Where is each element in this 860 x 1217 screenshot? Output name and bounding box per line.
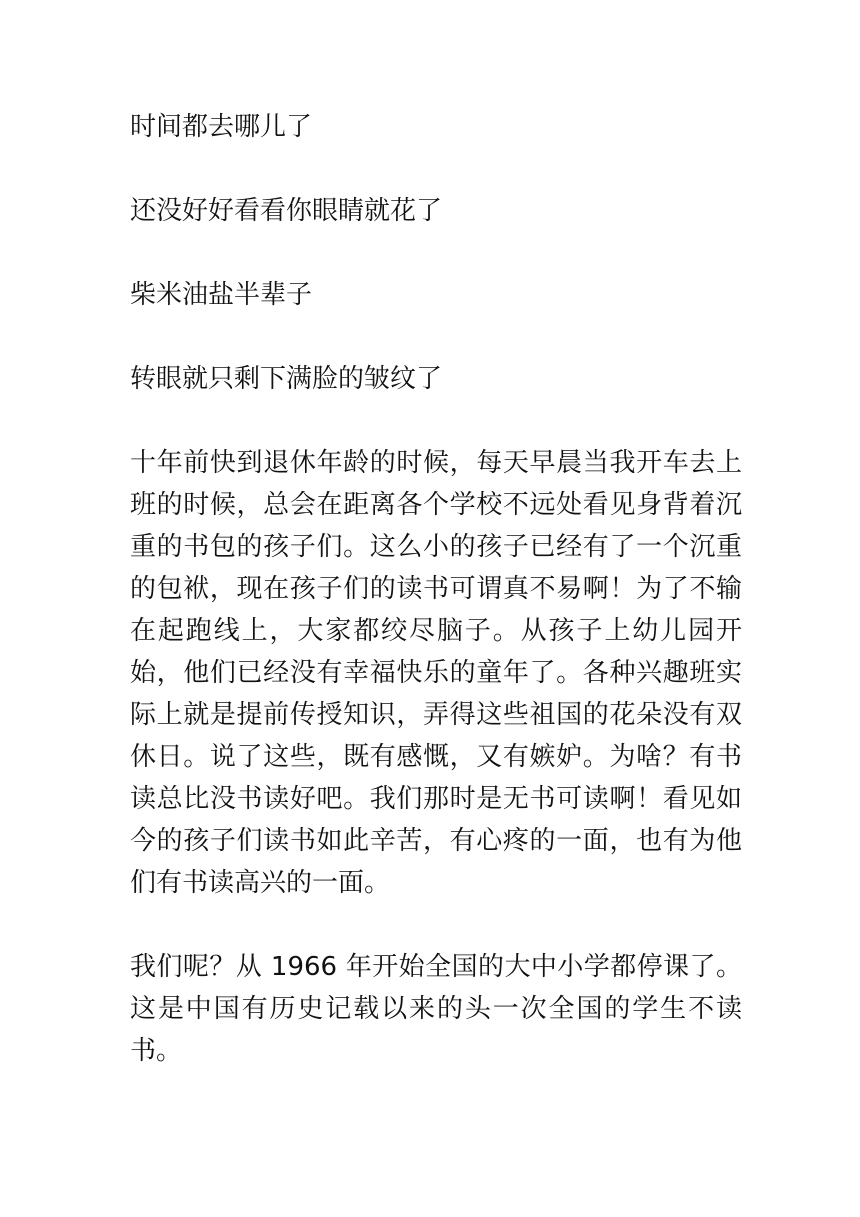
poem-line-1: 时间都去哪儿了: [130, 112, 313, 142]
poem-line-4: 转眼就只剩下满脸的皱纹了: [130, 364, 443, 394]
document-content: [130, 106, 742, 1072]
poem-line-2: 还没好好看看你眼睛就花了: [130, 196, 443, 226]
poem-line-3: 柴米油盐半辈子: [130, 280, 313, 310]
body-paragraph-2: 我们呢？从 1966 年开始全国的大中小学都停课了。这是中国有历史记载以来的头一次全国的学生不读书。: [130, 952, 742, 1066]
body-paragraph-1: 十年前快到退休年龄的时候，每天早晨当我开车去上班的时候，总会在距离各个学校不远处看见身背着沉重的书包的孩子们。这么小的孩子已经有了一个沉重的包袱，现在孩子们的读书可谓真不易啊！为了不输在起跑线上，大家都绞尽脑子。从孩子上幼儿园开始，他们已经没有幸福快乐的童年了。各种兴趣班实际上就是提前传授知识，弄得这些祖国的花朵没有双休日。说了这些，既有感慨，又有嫉妒。为啥？有书读总比没书读好吧。我们那时是无书可读啊！看见如今的孩子们读书如此辛苦，有心疼的一面，也有为他们有书读高兴的一面。: [130, 448, 742, 898]
